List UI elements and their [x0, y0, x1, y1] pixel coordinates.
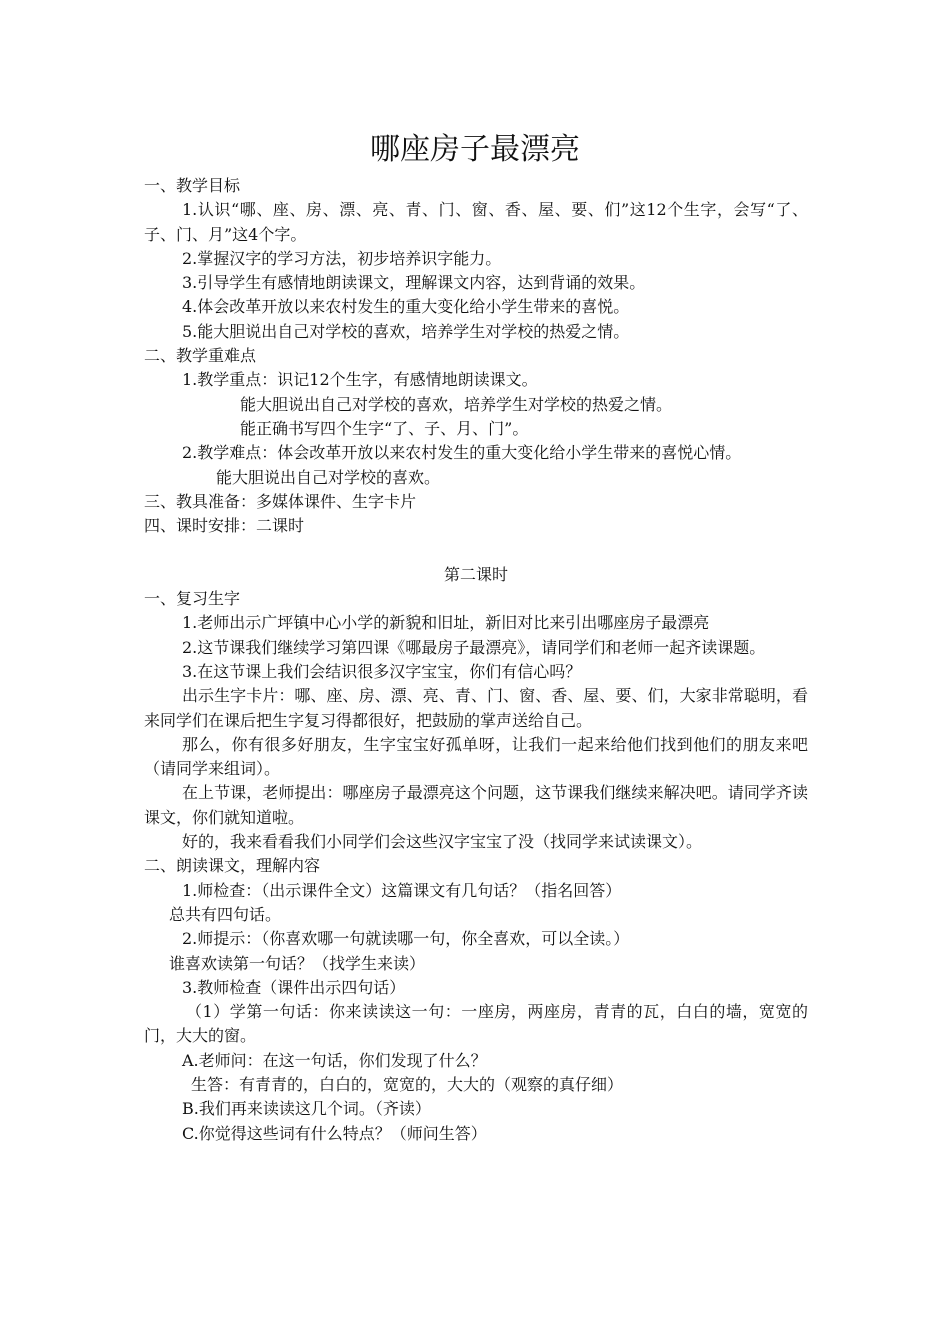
heading-teaching-goals: 一、教学目标: [144, 176, 241, 195]
goal-3: 3.引导学生有感情地朗读课文，理解课文内容，达到背诵的效果。: [182, 273, 646, 293]
question-b: B.我们再来读读这几个词。（齐读）: [182, 1099, 431, 1119]
difficult-point-2: 2.教学难点：体会改革开放以来农村发生的重大变化给小学生带来的喜悦心情。: [182, 443, 742, 463]
check-1-answer: 总共有四句话。: [169, 904, 282, 924]
review-6: 在上节课，老师提出：哪座房子最漂亮这个问题，这节课我们继续来解决吧。请同学齐读课文，你们就知道啦。: [144, 783, 808, 827]
check-1: 1.师检查：（出示课件全文）这篇课文有几句话？（指名回答）: [182, 880, 622, 900]
goal-1: 1.认识“哪、座、房、漂、亮、青、门、窗、香、屋、要、们”这12个生字，会写“了、子、门、月”这4个字。: [144, 200, 808, 244]
teaching-aids: 三、教具准备：多媒体课件、生字卡片: [144, 491, 417, 511]
review-2: 2.这节课我们继续学习第四课《哪最房子最漂亮》，请同学们和老师一起齐读课题。: [182, 637, 766, 657]
document-body: [144, 174, 808, 1146]
question-a: A.老师问：在这一句话，你们发现了什么？: [182, 1050, 487, 1070]
blank-line: [144, 538, 808, 562]
goal-4: 4.体会改革开放以来农村发生的重大变化给小学生带来的喜悦。: [182, 297, 630, 317]
goal-5: 5.能大胆说出自己对学校的喜欢，培养学生对学校的热爱之情。: [182, 321, 630, 341]
review-1: 1.老师出示广坪镇中心小学的新貌和旧址，新旧对比来引出哪座房子最漂亮: [182, 613, 710, 633]
difficult-point-2b: 能大胆说出自己对学校的喜欢。: [216, 467, 441, 487]
review-3: 3.在这节课上我们会结识很多汉字宝宝，你们有信心吗？: [182, 661, 582, 681]
check-3: 3.教师检查（课件出示四句话）: [182, 977, 406, 997]
class-schedule: 四、课时安排：二课时: [144, 516, 305, 536]
review-5: 那么，你有很多好朋友，生字宝宝好孤单呀，让我们一起来给他们找到他们的朋友来吧（请同学来组词）。: [144, 734, 808, 779]
goal-2: 2.掌握汉字的学习方法，初步培养识字能力。: [182, 248, 502, 268]
key-point-1: 1.教学重点：识记12个生字，有感情地朗读课文。: [182, 370, 538, 390]
question-c: C.你觉得这些词有什么特点？（师问生答）: [182, 1123, 487, 1143]
review-7: 好的，我来看看我们小同学们会这些汉字宝宝了没（找同学来试读课文）。: [182, 832, 703, 852]
review-4: 出示生字卡片：哪、座、房、漂、亮、青、门、窗、香、屋、要、们，大家非常聪明，看来同学们在课后把生字复习得都很好，把鼓励的掌声送给自己。: [144, 686, 808, 730]
heading-review: 一、复习生字: [144, 589, 241, 609]
document-title: 哪座房子最漂亮: [370, 132, 580, 167]
heading-reading: 二、朗读课文，理解内容: [144, 856, 321, 876]
check-3-sentence-1: （1）学第一句话：你来读读这一句：一座房，两座房，青青的瓦，白白的墙，宽宽的门，大大的窗。: [144, 1002, 808, 1046]
student-answer: 生答：有青青的，白白的，宽宽的，大大的（观察的真仔细）: [191, 1074, 624, 1094]
key-point-1b: 能大胆说出自己对学校的喜欢，培养学生对学校的热爱之情。: [240, 394, 673, 414]
key-point-1c: 能正确书写四个生字“了、子、月、门”。: [240, 418, 529, 438]
check-2: 2.师提示：（你喜欢哪一句就读哪一句，你全喜欢，可以全读。）: [182, 929, 630, 949]
heading-key-points: 二、教学重难点: [144, 346, 257, 366]
session-title: 第二课时: [443, 564, 508, 584]
check-2-note: 谁喜欢读第一句话？（找学生来读）: [169, 953, 426, 973]
